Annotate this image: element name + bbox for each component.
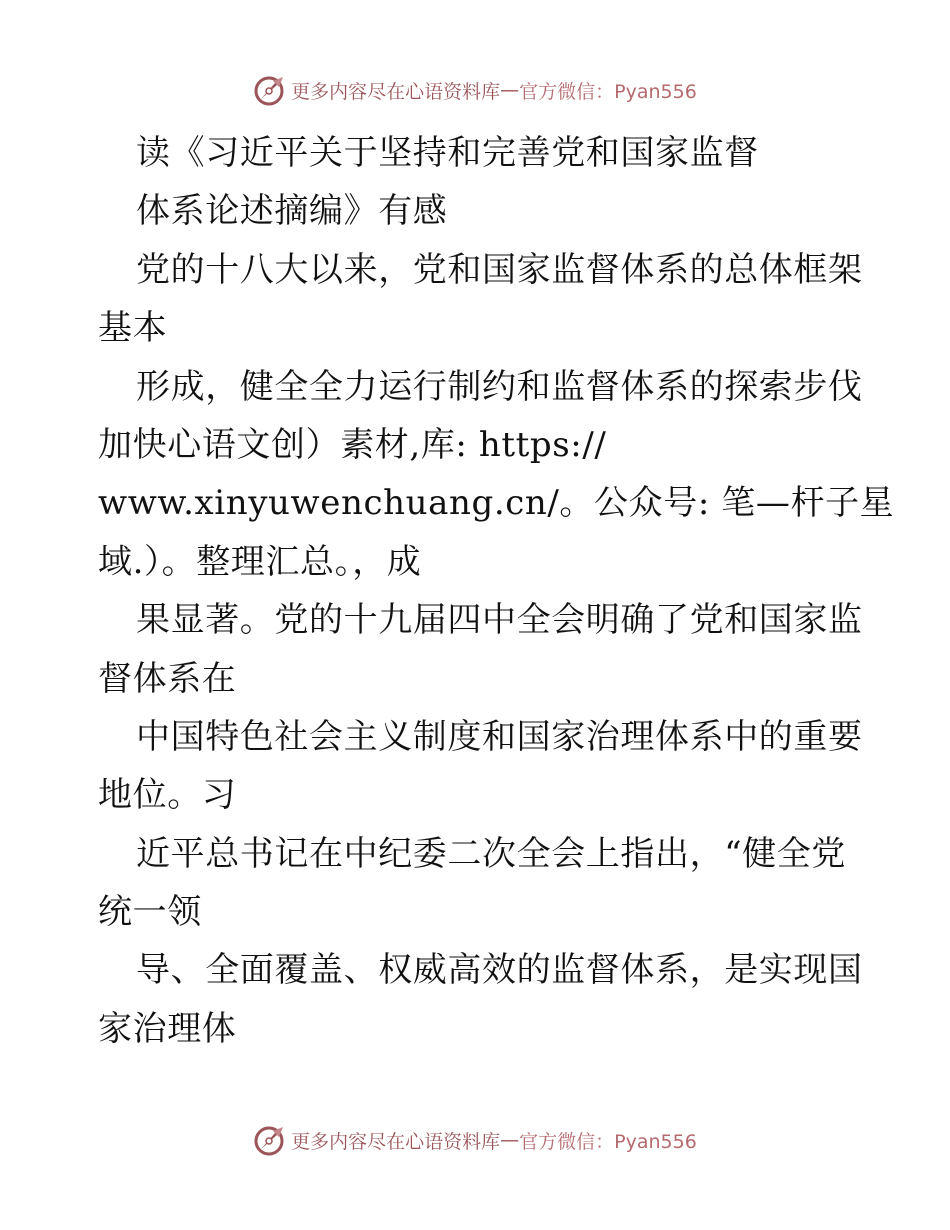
text-line: 形成，健全全力运行制约和监督体系的探索步伐 [136,366,863,407]
watermark-title: 更多内容尽在心语资料库 [291,80,501,103]
document-body [98,124,895,1058]
pen-logo-icon [253,1123,287,1157]
watermark-wechat: 官方微信：Pyan556 [519,80,697,103]
text-line: 近平总书记在中纪委二次全会上指出，“健全党 [136,833,846,874]
text-line: 读《习近平关于坚持和完善党和国家监督 [136,133,759,173]
text-line: 地位。习 [98,775,237,816]
watermark-wechat: 官方微信：Pyan556 [519,1130,697,1153]
pen-logo-icon [253,73,287,107]
text-line: 域.）。整理汇总。，成 [98,541,422,582]
text-line: 党的十八大以来，党和国家监督体系的总体框架 [136,249,863,290]
text-line: 加快心语文创）素材,库: https:// [98,424,607,465]
text-line: 基本 [98,308,168,349]
header-watermark [0,70,950,110]
text-line: 体系论述摘编》有感 [136,191,448,232]
watermark-title: 更多内容尽在心语资料库 [291,1130,501,1153]
text-line: www.xinyuwenchuang.cn/。公众号: 笔—杆子星 [98,483,895,524]
text-line: 督体系在 [98,658,237,699]
text-line: 统一领 [98,892,202,933]
text-line: 中国特色社会主义制度和国家治理体系中的重要 [136,716,863,757]
text-line: 果显著。党的十九届四中全会明确了党和国家监 [136,600,863,641]
footer-watermark [0,1120,950,1160]
watermark-dash: — [500,79,520,101]
text-line: 家治理体 [98,1008,237,1049]
watermark-dash: — [500,1129,520,1151]
text-line: 导、全面覆盖、权威高效的监督体系，是实现国 [136,950,863,991]
